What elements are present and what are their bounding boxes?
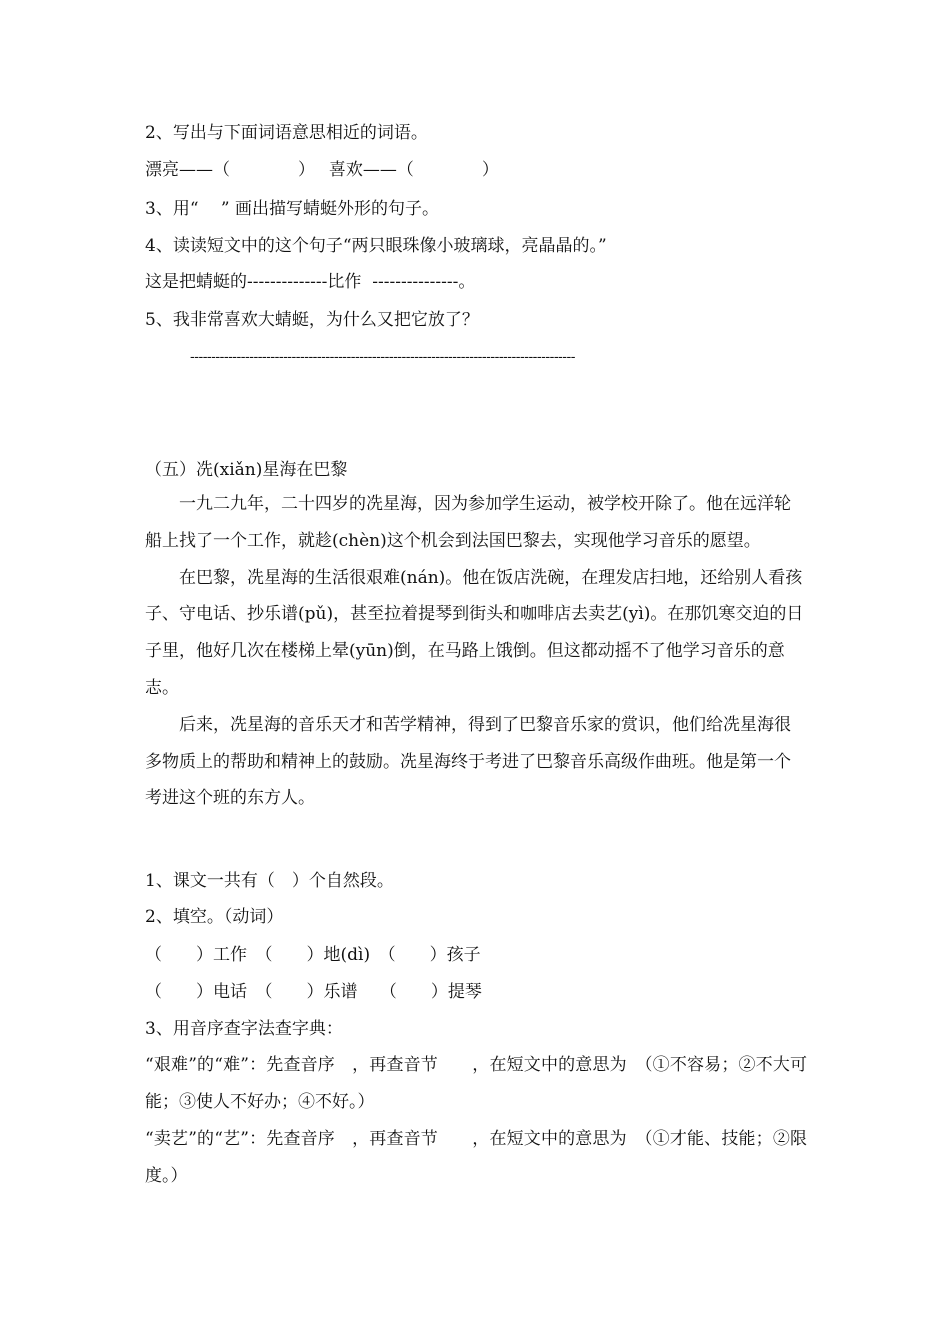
- passage: [145, 486, 807, 817]
- question-4: 4、读读短文中的这个句子“两只眼珠像小玻璃球，亮晶晶的。”: [145, 236, 607, 256]
- question-4-fill: 这是把蜻蜓的--------------比作 ---------------。: [145, 272, 476, 292]
- dictionary-question-b: “卖艺”的“艺”：先查音序 ，再查音节 ，在短文中的意思为 （①才能、技能；②限度。）: [145, 1129, 807, 1186]
- section5-question-2: 2、填空。（动词）: [145, 907, 284, 927]
- answer-line: -------------------------------------------------------------------------------------------: [190, 349, 575, 365]
- section-title: （五）冼(xiǎn)星海在巴黎: [145, 460, 348, 480]
- question-2-items: 漂亮——（ ） 喜欢——（ ）: [145, 160, 499, 180]
- dictionary-question-a: “艰难”的“难”：先查音序 ，再查音节 ，在短文中的意思为 （①不容易；②不大可能；③使人不好办；④不好。）: [145, 1055, 807, 1112]
- paragraph-2: 在巴黎，冼星海的生活很艰难(nán)。他在饭店洗碗，在理发店扫地，还给别人看孩子、守电话、抄乐谱(pǔ)，甚至拉着提琴到街头和咖啡店去卖艺(yì)。在那饥寒交迫的日子里，他好几次在楼梯上晕(yūn)倒，在马路上饿倒。但这都动摇不了他学习音乐的意志。: [145, 567, 804, 698]
- question-5: 5、我非常喜欢大蜻蜓，为什么又把它放了？: [145, 310, 479, 330]
- paragraph-1: 一九二九年，二十四岁的冼星海，因为参加学生运动，被学校开除了。他在远洋轮船上找了一个工作，就趁(chèn)这个机会到法国巴黎去，实现他学习音乐的愿望。: [145, 494, 791, 551]
- paragraph-3: 后来，冼星海的音乐天才和苦学精神，得到了巴黎音乐家的赏识，他们给冼星海很多物质上的帮助和精神上的鼓励。冼星海终于考进了巴黎音乐高级作曲班。他是第一个考进这个班的东方人。: [145, 714, 791, 809]
- section5-question-1: 1、课文一共有（ ）个自然段。: [145, 871, 394, 891]
- fill-row-2: （ ）电话 （ ）乐谱 （ ）提琴: [145, 982, 482, 1002]
- section5-question-3: 3、用音序查字法查字典：: [145, 1019, 343, 1039]
- fill-row-1: （ ）工作 （ ）地(dì) （ ）孩子: [145, 945, 481, 965]
- question-3: 3、用“ ” 画出描写蜻蜓外形的句子。: [145, 199, 440, 219]
- question-2: 2、写出与下面词语意思相近的词语。: [145, 123, 428, 143]
